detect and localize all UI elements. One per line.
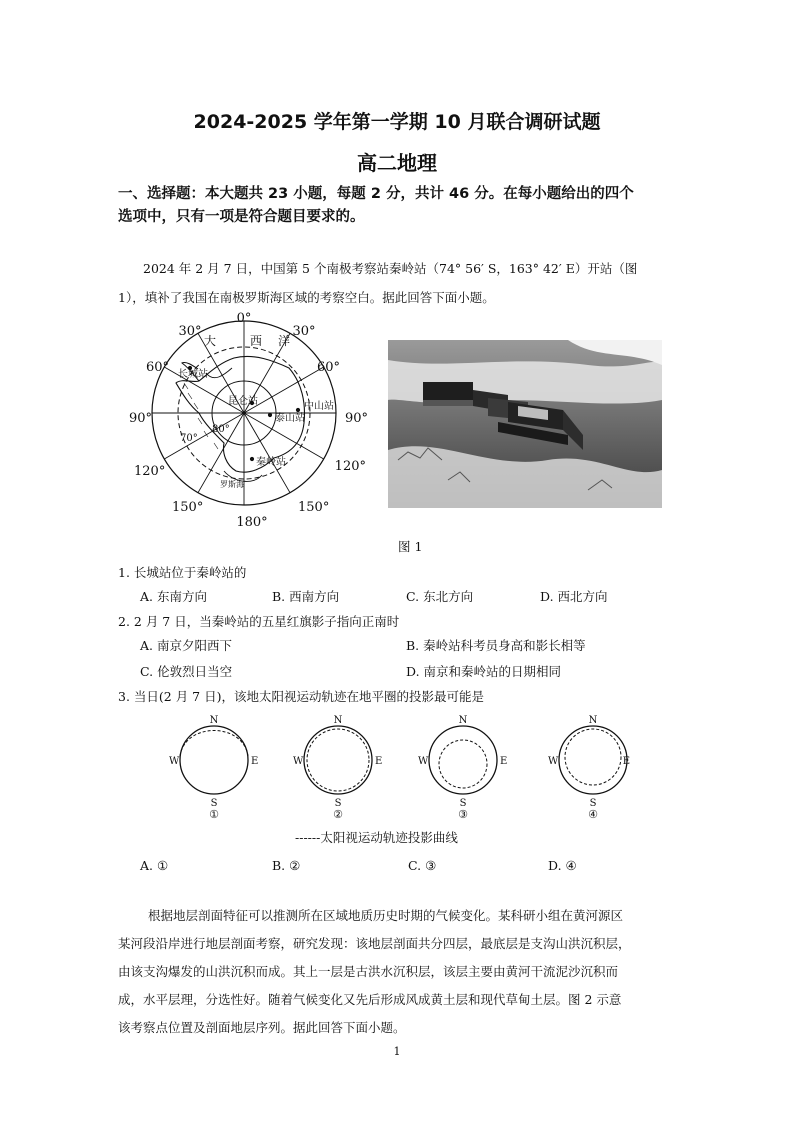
diagram-label-2: ② (333, 808, 343, 821)
q2-option-a[interactable]: A. 南京夕阳西下 (140, 638, 232, 653)
ocean-char-3: 洋 (278, 334, 291, 348)
compass-n-3: N (458, 715, 468, 726)
q3-option-d[interactable]: D. ④ (548, 858, 577, 873)
compass-e-3: E (500, 756, 508, 767)
compass-w-3: W (418, 756, 429, 767)
lon-label-60w: 60° (146, 360, 170, 375)
lon-label-90e: 90° (344, 411, 368, 426)
intro2-line1: 根据地层剖面特征可以推测所在区域地质历史时期的气候变化。某科研小组在黄河源区 (148, 908, 624, 923)
station-label-qinling: 秦岭站 (256, 457, 286, 468)
intro1-line1: 2024 年 2 月 7 日，中国第 5 个南极考察站秦岭站（74° 56′ S，163° 42′ E）开站（图 (143, 261, 638, 276)
station-label-taishan: 泰山站 (275, 413, 305, 424)
compass-w-2: W (293, 756, 304, 767)
qinling-station-photo (388, 340, 662, 508)
station-label-changcheng: 长城站 (178, 369, 208, 380)
q2-option-d[interactable]: D. 南京和秦岭站的日期相同 (406, 664, 562, 679)
q3-option-b[interactable]: B. ② (272, 858, 301, 873)
section-heading (118, 183, 688, 229)
qinling-station-dot (250, 457, 253, 460)
diagram-label-4: ④ (588, 808, 598, 821)
ocean-label (204, 333, 290, 348)
intro-paragraph-1 (118, 254, 690, 312)
lon-label-180: 180° (236, 515, 268, 530)
question-3-stem: 3. 当日(2 月 7 日)，该地太阳视运动轨迹在地平圈的投影最可能是 (118, 689, 484, 704)
meridian-lines (152, 321, 336, 505)
page-number: 1 (393, 1045, 401, 1058)
q3-option-a[interactable]: A. ① (140, 858, 169, 873)
lon-label-150w: 150° (172, 500, 204, 515)
compass-e-4: E (622, 756, 630, 767)
q2-option-c[interactable]: C. 伦敦烈日当空 (140, 664, 233, 679)
section-heading-line2: 选项中，只有一项是符合题目要求的。 (118, 209, 365, 225)
sun-path-diagram-4 (548, 715, 630, 821)
sun-path-diagrams (160, 712, 630, 824)
compass-s-2: S (334, 798, 342, 809)
intro1-line2: 1），填补了我国在南极罗斯海区域的考察空白。据此回答下面小题。 (118, 290, 495, 305)
section-heading-line1: 一、选择题：本大题共 23 小题，每题 2 分，共计 46 分。在每小题给出的四个 (118, 186, 634, 202)
exam-subtitle: 高二地理 (357, 151, 437, 175)
q1-option-b[interactable]: B. 西南方向 (272, 589, 340, 604)
compass-n-2: N (333, 715, 343, 726)
sun-path-legend: ------太阳视运动轨迹投影曲线 (295, 830, 458, 845)
compass-w-1: W (169, 756, 180, 767)
lon-label-150e: 150° (298, 500, 330, 515)
compass-s-3: S (459, 798, 467, 809)
taishan-station-dot (268, 413, 271, 416)
lon-label-90w: 90° (129, 411, 153, 426)
compass-s-4: S (589, 798, 597, 809)
zhongshan-station-dot (296, 408, 299, 411)
ocean-char-1: 大 (204, 334, 217, 348)
compass-e-1: E (251, 756, 259, 767)
sun-path-diagram-2 (293, 715, 382, 821)
lon-label-120w: 120° (134, 464, 166, 479)
sun-path-diagram-1 (169, 715, 258, 821)
lon-label-30e: 30° (292, 324, 316, 339)
ocean-char-2: 西 (250, 334, 263, 348)
q1-option-c[interactable]: C. 东北方向 (406, 589, 474, 604)
lat-label-70: 70° (180, 433, 198, 444)
q1-option-d[interactable]: D. 西北方向 (540, 589, 608, 604)
intro2-line2: 某河段沿岸进行地层剖面考察，研究发现：该地层剖面共分四层，最底层是支沟山洪沉积层， (118, 936, 631, 951)
intro-paragraph-2 (118, 902, 690, 1042)
question-2-stem: 2. 2 月 7 日，当秦岭站的五星红旗影子指向正南时 (118, 614, 400, 629)
lon-label-0: 0° (236, 311, 252, 326)
compass-n-1: N (209, 715, 219, 726)
antarctica-map (128, 305, 368, 530)
compass-n-4: N (588, 715, 598, 726)
station-label-kunlun: 昆仑站 (228, 396, 258, 407)
compass-e-2: E (375, 756, 383, 767)
ross-sea-label: 罗斯海 (220, 480, 244, 489)
station-label-zhongshan: 中山站 (304, 401, 334, 412)
sun-path-diagram-3 (418, 715, 507, 821)
diagram-label-1: ① (209, 808, 219, 821)
lon-label-120e: 120° (334, 459, 366, 474)
question-1-stem: 1. 长城站位于秦岭站的 (118, 565, 247, 580)
compass-s-1: S (210, 798, 218, 809)
intro2-line4: 成，水平层理，分选性好。随着气候变化又先后形成风成黄土层和现代草甸土层。图 2 示意 (118, 992, 622, 1007)
exam-title: 2024-2025 学年第一学期 10 月联合调研试题 (193, 111, 601, 133)
lon-label-30w: 30° (178, 324, 202, 339)
compass-w-4: W (548, 756, 559, 767)
intro2-line5: 该考察点位置及剖面地层序列。据此回答下面小题。 (118, 1020, 406, 1035)
q3-option-c[interactable]: C. ③ (408, 858, 437, 873)
diagram-label-3: ③ (458, 808, 468, 821)
lon-label-60e: 60° (316, 360, 340, 375)
q1-option-a[interactable]: A. 东南方向 (140, 589, 207, 604)
intro2-line3: 由该支沟爆发的山洪沉积而成。其上一层是古洪水沉积层，该层主要由黄河干流泥沙沉积而 (118, 964, 619, 979)
q2-option-b[interactable]: B. 秦岭站科考员身高和影长相等 (406, 638, 586, 653)
figure1-caption: 图 1 (398, 539, 423, 554)
lat-label-80: 80° (212, 424, 230, 435)
